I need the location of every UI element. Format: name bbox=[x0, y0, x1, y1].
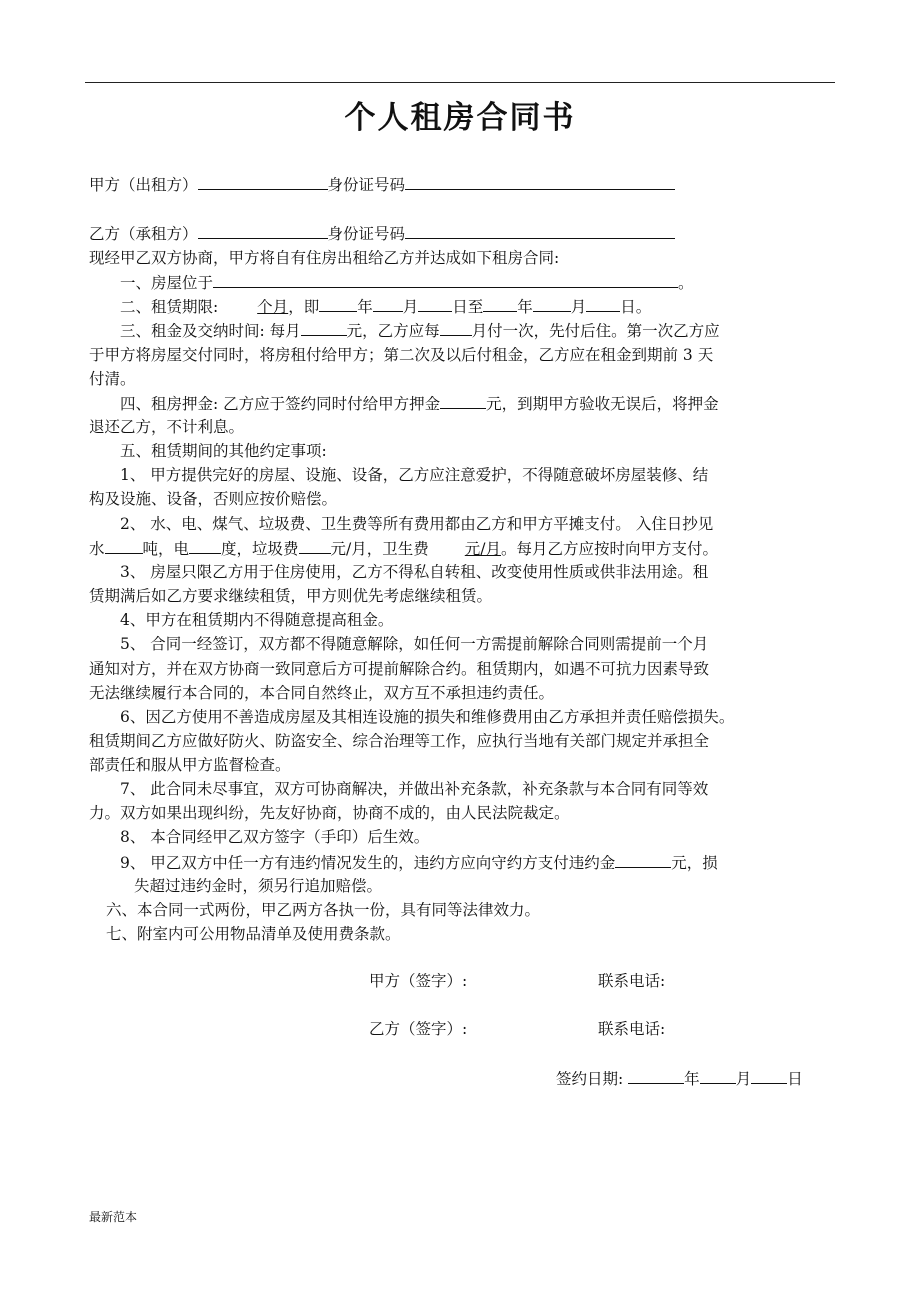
page-title: 个人租房合同书 bbox=[344, 100, 576, 136]
item-2-line-2 bbox=[89, 536, 834, 561]
clause-1-text: 一、房屋位于 bbox=[120, 274, 214, 292]
clause-2-ji: ，即 bbox=[288, 298, 320, 316]
party-a-line bbox=[89, 172, 834, 197]
sign-date-line bbox=[556, 1066, 803, 1091]
sign-month-blank[interactable] bbox=[700, 1066, 736, 1084]
pay-interval-blank[interactable] bbox=[440, 318, 472, 336]
garbage-blank[interactable] bbox=[299, 536, 331, 554]
item-6-line-2: 租赁期间乙方应做好防火、防盗安全、综合治理等工作，应执行当地有关部门规定并承担全 bbox=[89, 732, 710, 750]
item-5-line-2: 通知对方，并在双方协商一致同意后方可提前解除合约。租赁期内，如遇不可抗力因素导致 bbox=[89, 660, 710, 678]
party-a-label: 甲方（出租方） bbox=[89, 176, 198, 194]
sign-day-label: 日 bbox=[787, 1070, 803, 1088]
item-5-line-1: 5、 合同一经签订，双方都不得随意解除，如任何一方需提前解除合同则需提前一个月 bbox=[120, 635, 709, 653]
party-b-line bbox=[89, 221, 834, 246]
top-rule bbox=[85, 82, 835, 83]
deposit-blank[interactable] bbox=[440, 391, 486, 409]
address-blank[interactable] bbox=[213, 270, 678, 288]
party-a-id-blank[interactable] bbox=[405, 172, 675, 190]
footer-note: 最新范本 bbox=[89, 1210, 138, 1224]
item-6-line-1: 6、因乙方使用不善造成房屋及其相连设施的损失和维修费用由乙方承担并责任赔偿损失。 bbox=[120, 708, 735, 726]
item-5-line-3: 无法继续履行本合同的，本合同自然终止，双方互不承担违约责任。 bbox=[89, 684, 555, 702]
clause-2-month: 月 bbox=[402, 298, 419, 316]
item-3-line-1: 3、 房屋只限乙方用于住房使用，乙方不得私自转租、改变使用性质或供非法用途。租 bbox=[120, 563, 709, 581]
clause-2-month2: 月 bbox=[570, 298, 587, 316]
sign-date-label: 签约日期: bbox=[556, 1070, 624, 1088]
clause-3-text-a: 三、租金及交纳时间: 每月 bbox=[120, 322, 301, 340]
party-a-sign-label: 甲方（签字）: bbox=[369, 972, 468, 990]
intro-text: 现经甲乙双方协商，甲方将自有住房出租给乙方并达成如下租房合同: bbox=[89, 249, 560, 267]
clause-3-line-3: 付清。 bbox=[89, 370, 136, 388]
end-day-blank[interactable] bbox=[586, 294, 620, 312]
clause-2-day2: 日。 bbox=[620, 298, 652, 316]
item-7-line-2: 力。双方如果出现纠纷，先友好协商，协商不成的，由人民法院裁定。 bbox=[89, 804, 570, 822]
sign-year-blank[interactable] bbox=[628, 1066, 684, 1084]
item-1-line-2: 构及设施、设备，否则应按价赔偿。 bbox=[89, 490, 338, 508]
party-a-phone-label: 联系电话: bbox=[598, 972, 666, 990]
clause-1-end: 。 bbox=[678, 274, 694, 292]
clause-2-day-to: 日至 bbox=[452, 298, 484, 316]
party-b-phone-label: 联系电话: bbox=[598, 1020, 666, 1038]
party-b-label: 乙方（承租方） bbox=[89, 225, 198, 243]
end-year-blank[interactable] bbox=[483, 294, 517, 312]
clause-2 bbox=[120, 294, 834, 319]
party-b-id-label: 身份证号码 bbox=[327, 225, 406, 243]
start-year-blank[interactable] bbox=[319, 294, 357, 312]
item-9-text-b: 元，损 bbox=[671, 854, 718, 872]
electric-label: 吨，电 bbox=[142, 540, 190, 558]
party-a-id-label: 身份证号码 bbox=[327, 176, 406, 194]
sign-year-label: 年 bbox=[684, 1070, 700, 1088]
garbage-label: 度，垃圾费 bbox=[221, 540, 299, 558]
item-1-line-1: 1、 甲方提供完好的房屋、设施、设备，乙方应注意爱护，不得随意破坏房屋装修、结 bbox=[120, 466, 709, 484]
item-2-line-1: 2、 水、电、煤气、垃圾费、卫生费等所有费用都由乙方和甲方平摊支付。 入住日抄见 bbox=[120, 515, 714, 533]
clause-5-heading: 五、租赁期间的其他约定事项: bbox=[120, 442, 327, 460]
clause-4-line-1 bbox=[120, 391, 834, 416]
item-6-line-3: 部责任和服从甲方监督检查。 bbox=[89, 756, 291, 774]
item-2-end: 。每月乙方应按时向甲方支付。 bbox=[501, 540, 719, 558]
party-a-name-blank[interactable] bbox=[198, 172, 328, 190]
clause-4-line-2: 退还乙方，不计利息。 bbox=[89, 418, 245, 436]
item-4: 4、甲方在租赁期内不得随意提高租金。 bbox=[120, 611, 394, 629]
sanitation-blank[interactable]: 元/月 bbox=[464, 540, 502, 558]
clause-4-text-b: 元，到期甲方验收无误后，将押金 bbox=[486, 395, 719, 413]
item-3-line-2: 赁期满后如乙方要求继续租赁，甲方则优先考虑继续租赁。 bbox=[89, 587, 493, 605]
clause-2-year: 年 bbox=[357, 298, 373, 316]
item-9-text-a: 9、 甲乙双方中任一方有违约情况发生的，违约方应向守约方支付违约金 bbox=[120, 854, 616, 872]
clause-3-line-1 bbox=[120, 318, 834, 343]
lease-months[interactable]: 个月 bbox=[257, 298, 289, 316]
start-day-blank[interactable] bbox=[418, 294, 452, 312]
electric-blank[interactable] bbox=[189, 536, 221, 554]
item-8: 8、 本合同经甲乙双方签字（手印）后生效。 bbox=[120, 828, 430, 846]
party-b-name-blank[interactable] bbox=[198, 221, 328, 239]
clause-4-text-a: 四、租房押金: 乙方应于签约同时付给甲方押金 bbox=[120, 395, 441, 413]
sign-month-label: 月 bbox=[735, 1070, 752, 1088]
clause-3-text-b: 元，乙方应每 bbox=[346, 322, 440, 340]
sanitation-label: 元/月，卫生费 bbox=[330, 540, 429, 558]
clause-3-text-c: 月付一次，先付后住。第一次乙方应 bbox=[471, 322, 720, 340]
item-9-line-1 bbox=[120, 850, 834, 875]
party-b-id-blank[interactable] bbox=[405, 221, 675, 239]
clause-1 bbox=[120, 270, 834, 295]
water-blank[interactable] bbox=[105, 536, 143, 554]
monthly-rent-blank[interactable] bbox=[301, 318, 347, 336]
penalty-blank[interactable] bbox=[615, 850, 671, 868]
party-b-sign-label: 乙方（签字）: bbox=[369, 1020, 468, 1038]
item-7-line-1: 7、 此合同未尽事宜，双方可协商解决，并做出补充条款，补充条款与本合同有同等效 bbox=[120, 780, 709, 798]
clause-6: 六、本合同一式两份，甲乙两方各执一份，具有同等法律效力。 bbox=[106, 901, 541, 919]
end-month-blank[interactable] bbox=[533, 294, 571, 312]
water-label: 水 bbox=[89, 540, 105, 558]
clause-7: 七、附室内可公用物品清单及使用费条款。 bbox=[106, 925, 401, 943]
sign-day-blank[interactable] bbox=[751, 1066, 787, 1084]
item-9-line-2: 失超过违约金时，须另行追加赔偿。 bbox=[134, 877, 383, 895]
clause-2-year2: 年 bbox=[517, 298, 533, 316]
clause-2-text: 二、租赁期限: bbox=[120, 298, 219, 316]
start-month-blank[interactable] bbox=[373, 294, 403, 312]
clause-3-line-2: 于甲方将房屋交付同时，将房租付给甲方；第二次及以后付租金，乙方应在租金到期前 3 天 bbox=[89, 346, 714, 364]
